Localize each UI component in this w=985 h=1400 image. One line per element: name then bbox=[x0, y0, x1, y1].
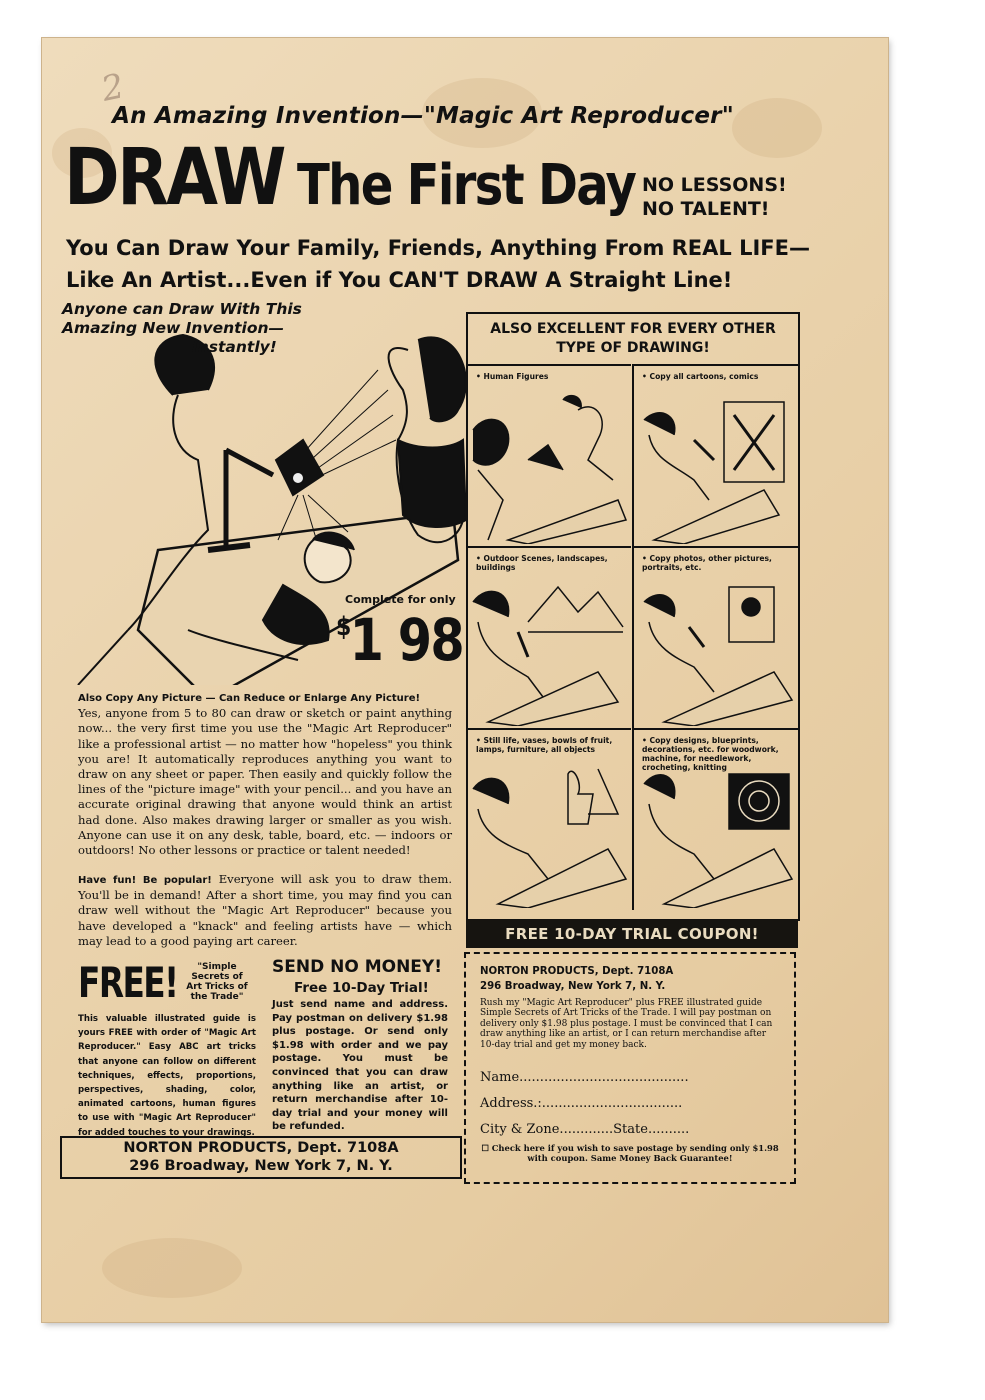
subheadline-line-2: Like An Artist...Even if You CAN'T DRAW A Straight Line! bbox=[66, 268, 733, 292]
postage-checkbox[interactable]: ☐ Check here if you wish to save postage by sending only $1.98 with coupon. Same Money Back Guarantee! bbox=[481, 1143, 779, 1163]
address-field[interactable]: Address.:.................................. bbox=[480, 1096, 683, 1111]
price-dollar: $ bbox=[336, 612, 350, 642]
anyone-line-2: Amazing New Invention— bbox=[62, 319, 285, 337]
outdoor-scenes-illustration bbox=[468, 572, 631, 726]
panel-title bbox=[468, 320, 798, 358]
copy-paragraph bbox=[78, 690, 452, 858]
cartoons-illustration bbox=[634, 390, 797, 544]
still-life-illustration bbox=[468, 754, 631, 908]
panel-cell-human-figures bbox=[468, 364, 631, 546]
cell-caption: • Copy photos, other pictures, portraits, etc. bbox=[642, 554, 772, 572]
panel-cell-photos bbox=[632, 546, 798, 728]
free-trial-subheading: Free 10-Day Trial! bbox=[294, 980, 429, 996]
free-guide-title: "Simple Secrets of Art Tricks of the Trade" bbox=[186, 962, 248, 1002]
coupon-title-bar: FREE 10-DAY TRIAL COUPON! bbox=[466, 920, 798, 948]
panel-title-line-1: ALSO EXCELLENT FOR EVERY OTHER bbox=[490, 321, 776, 337]
complete-label: Complete for only bbox=[345, 593, 456, 606]
city-state-field[interactable]: City & Zone.............State.......... bbox=[480, 1122, 690, 1137]
paper-stain bbox=[102, 1238, 242, 1298]
trial-coupon[interactable] bbox=[464, 952, 796, 1184]
no-lessons-badge bbox=[642, 173, 787, 221]
intro-line: An Amazing Invention—"Magic Art Reproducer" bbox=[112, 103, 734, 129]
anyone-line-3: Instantly! bbox=[192, 338, 277, 356]
headline-draw: DRAW bbox=[64, 133, 284, 223]
coupon-text: Rush my "Magic Art Reproducer" plus FREE illustrated guide Simple Secrets of Art Tricks of the Trade. I will pay postman on delivery only $1.98 plus postage. I must be convinced that I can draw anything like an artist, or I can return merchandise after 10-day trial and get my money back. bbox=[480, 998, 773, 1050]
human-figures-illustration bbox=[468, 390, 631, 544]
cell-caption: • Still life, vases, bowls of fruit, lamps, furniture, all objects bbox=[476, 736, 613, 754]
norton-company: NORTON PRODUCTS, Dept. 7108A bbox=[123, 1140, 399, 1156]
panel-cell-outdoor-scenes bbox=[468, 546, 631, 728]
anyone-can-draw-caption bbox=[62, 300, 302, 357]
drawing-types-panel bbox=[466, 312, 800, 921]
norton-address-box bbox=[60, 1136, 462, 1179]
panel-title-line-2: TYPE OF DRAWING! bbox=[556, 340, 710, 356]
pencil-mark: 2 bbox=[98, 66, 128, 110]
coupon-address bbox=[480, 964, 673, 994]
coupon-street: 296 Broadway, New York 7, N. Y. bbox=[480, 981, 666, 992]
norton-address: 296 Broadway, New York 7, N. Y. bbox=[129, 1158, 393, 1174]
panel-cell-still-life bbox=[468, 728, 631, 910]
copy-heading: Also Copy Any Picture — Can Reduce or Enlarge Any Picture! bbox=[78, 693, 421, 704]
free-guide-body: This valuable illustrated guide is yours FREE with order of "Magic Art Reproducer." Easy ABC art tricks that anyone can follow on different techniques, effects, proportions, perspectives, shading, color, animated cartoons, human figures to use with "Magic Art Reproducer" for added touches to your drawings. bbox=[78, 1014, 256, 1138]
price-value: 1 98 bbox=[349, 606, 463, 674]
panel-cell-cartoons bbox=[632, 364, 798, 546]
free-heading: FREE! bbox=[78, 958, 178, 1007]
no-talent-text: NO TALENT! bbox=[642, 198, 770, 220]
fun-paragraph bbox=[78, 872, 452, 949]
coupon-company: NORTON PRODUCTS, Dept. 7108A bbox=[480, 966, 674, 977]
headline-first-day: The First Day bbox=[297, 153, 636, 218]
subheadline-line-1: You Can Draw Your Family, Friends, Anything From REAL LIFE— bbox=[66, 236, 810, 260]
send-no-money-heading: SEND NO MONEY! bbox=[272, 957, 442, 977]
no-lessons-text: NO LESSONS! bbox=[642, 174, 787, 196]
fun-body: Everyone will ask you to draw them. You'll be in demand! After a short time, you may find you can draw well without the "Magic Art Reproducer" because you have developed a "knack" and feeling artists have — which may lead to a good paying art career. bbox=[78, 872, 453, 948]
designs-illustration bbox=[634, 754, 797, 908]
panel-cell-designs bbox=[632, 728, 798, 910]
copy-body: Yes, anyone from 5 to 80 can draw or sketch or paint anything now... the very first time you use the "Magic Art Reproducer" like a professional artist — no matter how "hopeless" you think you are! It automatically reproduces anything you want to draw on any sheet or paper. Then easily and quickly follow the lines of the "picture image" with your pencil... and you have an accurate original drawing that anyone would think an artist had done. Also makes drawing larger or smaller as you wish. Anyone can use it on any desk, table, board, etc. — indoors or outdoors! No other lessons or practice or talent needed! bbox=[78, 706, 452, 858]
cell-caption: • Outdoor Scenes, landscapes, buildings bbox=[476, 554, 608, 572]
cell-caption: • Human Figures bbox=[476, 372, 549, 381]
anyone-line-1: Anyone can Draw With This bbox=[62, 300, 302, 318]
send-no-money-body: Just send name and address. Pay postman on delivery $1.98 plus postage. Or send only $1.98 with order and we pay postage. You must be convinced that you can draw anything like an artist, or return merchandise after 10-day trial and your money will be refunded. bbox=[272, 999, 448, 1133]
cell-caption: • Copy all cartoons, comics bbox=[642, 372, 759, 381]
subheadline bbox=[66, 232, 810, 296]
photos-illustration bbox=[634, 572, 797, 726]
name-field[interactable]: Name......................................... bbox=[480, 1070, 689, 1085]
cell-caption: • Copy designs, blueprints, decorations, etc. for woodwork, machine, for needlework, crocheting, knitting bbox=[642, 736, 779, 772]
price bbox=[336, 606, 463, 674]
fun-heading: Have fun! Be popular! bbox=[78, 875, 212, 886]
